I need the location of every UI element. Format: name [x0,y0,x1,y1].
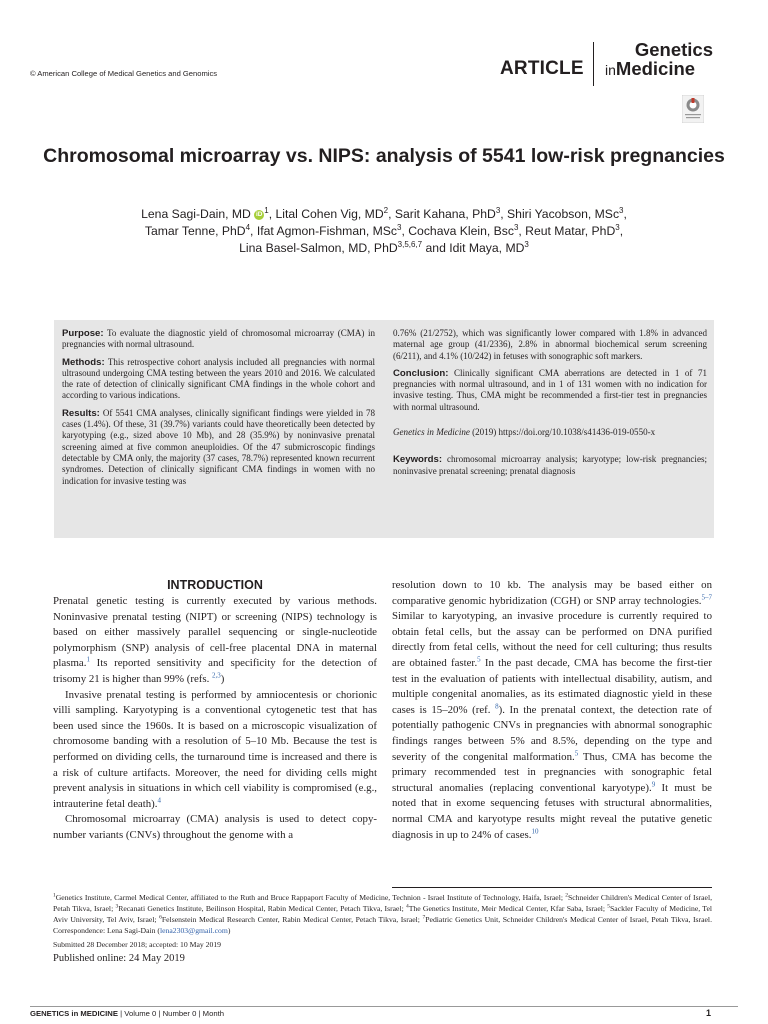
abstract-keywords: Keywords: chromosomal microarray analysis; karyotype; low-risk pregnancies; noninvasive prenatal screening; prenatal diagnosis [393,454,707,476]
section-heading-introduction: INTRODUCTION [167,578,263,592]
reference-link[interactable]: 10 [531,826,539,835]
intro-paragraph-4: resolution down to 10 kb. The analysis may be based either on comparative genomic hybridization (CGH) or SNP array technologies.$^{5-7}$ Similar to karyotyping, an invasive procedure is currently required to obtain fetal cells, but the assay can be performed on DNA purified directly from fetal cells, without the need for cell culturing; thus results are obtained faster.$^5$ In the past decade, CMA has become the first-tier test in the evaluation of patients with intellectual disability, autism, and multiple congenital anomalies, as its estimated diagnostic yield in these cases is 15–20% (ref. $^8$). In the prenatal context, the detection rate of potentially pathogenic CNVs in pregnancies with abnormal sonographic findings ranges between 5% and 8.5%, depending on the type and severity of the congenital malformation.$^5$ Thus, CMA has become the primary recommended test in pregnancies with sonographic fetal structural anomalies (replacing conventional karyotype).$^9$ It must be noted that in exome sequencing fetuses with structural abnormalities, normal CMA and karyotype results might reveal the putative genetic diagnosis in up to 24% of cases.$^{10}$ [392,579,712,841]
reference-link[interactable]: 4 [157,796,161,805]
abstract-right-column [393,328,707,483]
check-for-updates-badge[interactable] [682,95,704,123]
reference-link[interactable]: 5 [574,748,579,757]
reference-link[interactable]: 2,3 [212,671,221,680]
article-title: Chromosomal microarray vs. NIPS: analysis of 5541 low-risk pregnancies [43,145,725,167]
author-list: Lena Sagi-Dain, MD iD $^1$, Lital Cohen Vig, $MD^2$, Sarit Kahana, PhD$^3$, Shiri Yacobson, MSc$^3$, Tamar Tenne, PhD$^4$, Ifat Agmon-Fishman, MSc$^3$, Cochava Klein, Bsc$^3$, Reut Matar, PhD$^3$, Lina Basel-Salmon, MD, PhD$^{3,5,6,7}$ and Idit Maya, $MD^3$ [141,205,627,255]
header-divider [593,42,594,86]
body-left-column [53,577,377,844]
journal-logo-line2: inMedicine [605,58,696,79]
citation-line[interactable]: Genetics in Medicine (2019) https://doi.org/10.1038/s41436-019-0550-x [393,427,656,438]
abstract-conclusion: Conclusion: Clinically significant CMA aberrations are detected in 1 of 71 pregnancies with normal ultrasound, and in 1 of 131 women with no indication for invasive testing. Thus, CMA might be recommended a first-tier test in pregnancies with normal ultrasound. [393,367,707,412]
abstract-results-continued: 0.76% (21/2752), which was significantly lower compared with 1.8% in advanced maternal age group (41/2336), 2.8% in abnormal biochemical serum screening (6/211), and 4.1% (10/242) in fetuses with sonographic soft markers. [393,328,707,361]
reference-link[interactable]: 9 [651,780,656,789]
submission-dates: Submitted 28 December 2018; accepted: 10 May 2019 [53,940,222,949]
correspondence-email-link[interactable]: lena2303@gmail.com [159,926,228,935]
journal-logo-line1: Genetics [634,39,713,60]
journal-logo [605,40,713,80]
orcid-icon[interactable]: iD [256,210,263,218]
intro-paragraph-1: Prenatal genetic testing is currently executed by various methods. Noninvasive prenatal testing (NIPT) or screening (NIPS) technology is based on either massively parallel sequencing or single-nucleotide polymorphism (SNP) analysis of cell-free placental DNA in maternal plasma.$^1$ Its reported sensitivity and specificity for the detection of trisomy 21 is higher than 99% (refs. $^{2,3}$) [53,595,377,685]
intro-paragraph-2: Invasive prenatal testing is performed by amniocentesis or chorionic villi sampling. Karyotyping is a conventional cytogenetic test that has been used since the 1960s. It is based on a microscopic visualization of chromosome banding with a resolution of 5–10 Mb. Because the test is performed on dividing cells, the turnaround time is increased and there is a risk of culture artifacts. Moreover, the need for dividing cells might prevent analysis in situations in which cell viability is compromised (e.g., intrauterine fetal death).$^4$ [53,688,377,810]
publication-date: Published online: 24 May 2019 [53,953,185,964]
intro-paragraph-3: Chromosomal microarray (CMA) analysis is used to detect copy-number variants (CNVs) throughout the genome with a [53,813,377,841]
article-type-label: ARTICLE [500,58,584,79]
affiliations-footnote: $^1$Genetics Institute, Carmel Medical Center, affiliated to the Ruth and Bruce Rappaport Faculty of Medicine, Technion - Israel Institute of Technology, Haifa, Israel; $^2$Schneider Children's Medical Center of Israel, Petah Tikva, Israel; $^3$Recanati Genetics Institute, Beilinson Hospital, Rabin Medical Center, Petach Tikva, Israel; $^4$The Genetics Institute, Meir Medical Center, Kfar Saba, Israel; $^5$Sackler Faculty of Medicine, Tel Aviv University, Tel Aviv, Israel; $^6$Felsenstein Medical Research Center, Rabin Medical Center, Petach Tikva, Israel; $^7$Pediatric Genetics Unit, Schneider Children's Medical Center of Israel, Petah Tikva, Israel. Correspondence: Lena Sagi-Dain (lena2303@gmail.com) [53,892,713,935]
abstract-results: Results: Of 5541 CMA analyses, clinically significant findings were yielded in 78 cases (1.4%). Of these, 31 (39.7%) variants could have theoretically been detected by karyotyping (e.g., sized above 10 Mb), and 28 (35.9%) by noninvasive prenatal screening aimed at five common aneuploidies. Of the 47 submicroscopic findings detectable by CMA only, the majority (37 cases, 78.7%) represented known recurrent syndromes. Detection of clinically significant CMA findings in women with no indication for invasive testing was [62,407,375,486]
body-right-column [392,578,712,843]
copyright-notice: © American College of Medical Genetics and Genomics [30,69,218,78]
page-number: 1 [706,1008,712,1018]
check-for-updates-icon [682,95,704,123]
reference-link[interactable]: 1 [86,655,90,664]
footnote-rule [392,887,712,888]
reference-link[interactable]: 5 [477,655,481,664]
abstract-methods: Methods: This retrospective cohort analysis included all pregnancies with normal ultrasound undergoing CMA testing between the years 2010 and 2016. We calculated the rate of detection of clinically significant CMA findings in the whole cohort and according to various indications. [62,356,375,401]
abstract-left-column [62,328,375,493]
reference-link[interactable]: 8 [495,702,499,711]
reference-link[interactable]: 5–7 [701,592,712,601]
abstract-purpose: Purpose: To evaluate the diagnostic yield of chromosomal microarray (CMA) in pregnancies with normal ultrasound. [62,328,375,350]
footer-journal-info: GENETICS in MEDICINE | Volume 0 | Number 0 | Month [30,1009,225,1018]
footer-rule [30,1006,738,1007]
